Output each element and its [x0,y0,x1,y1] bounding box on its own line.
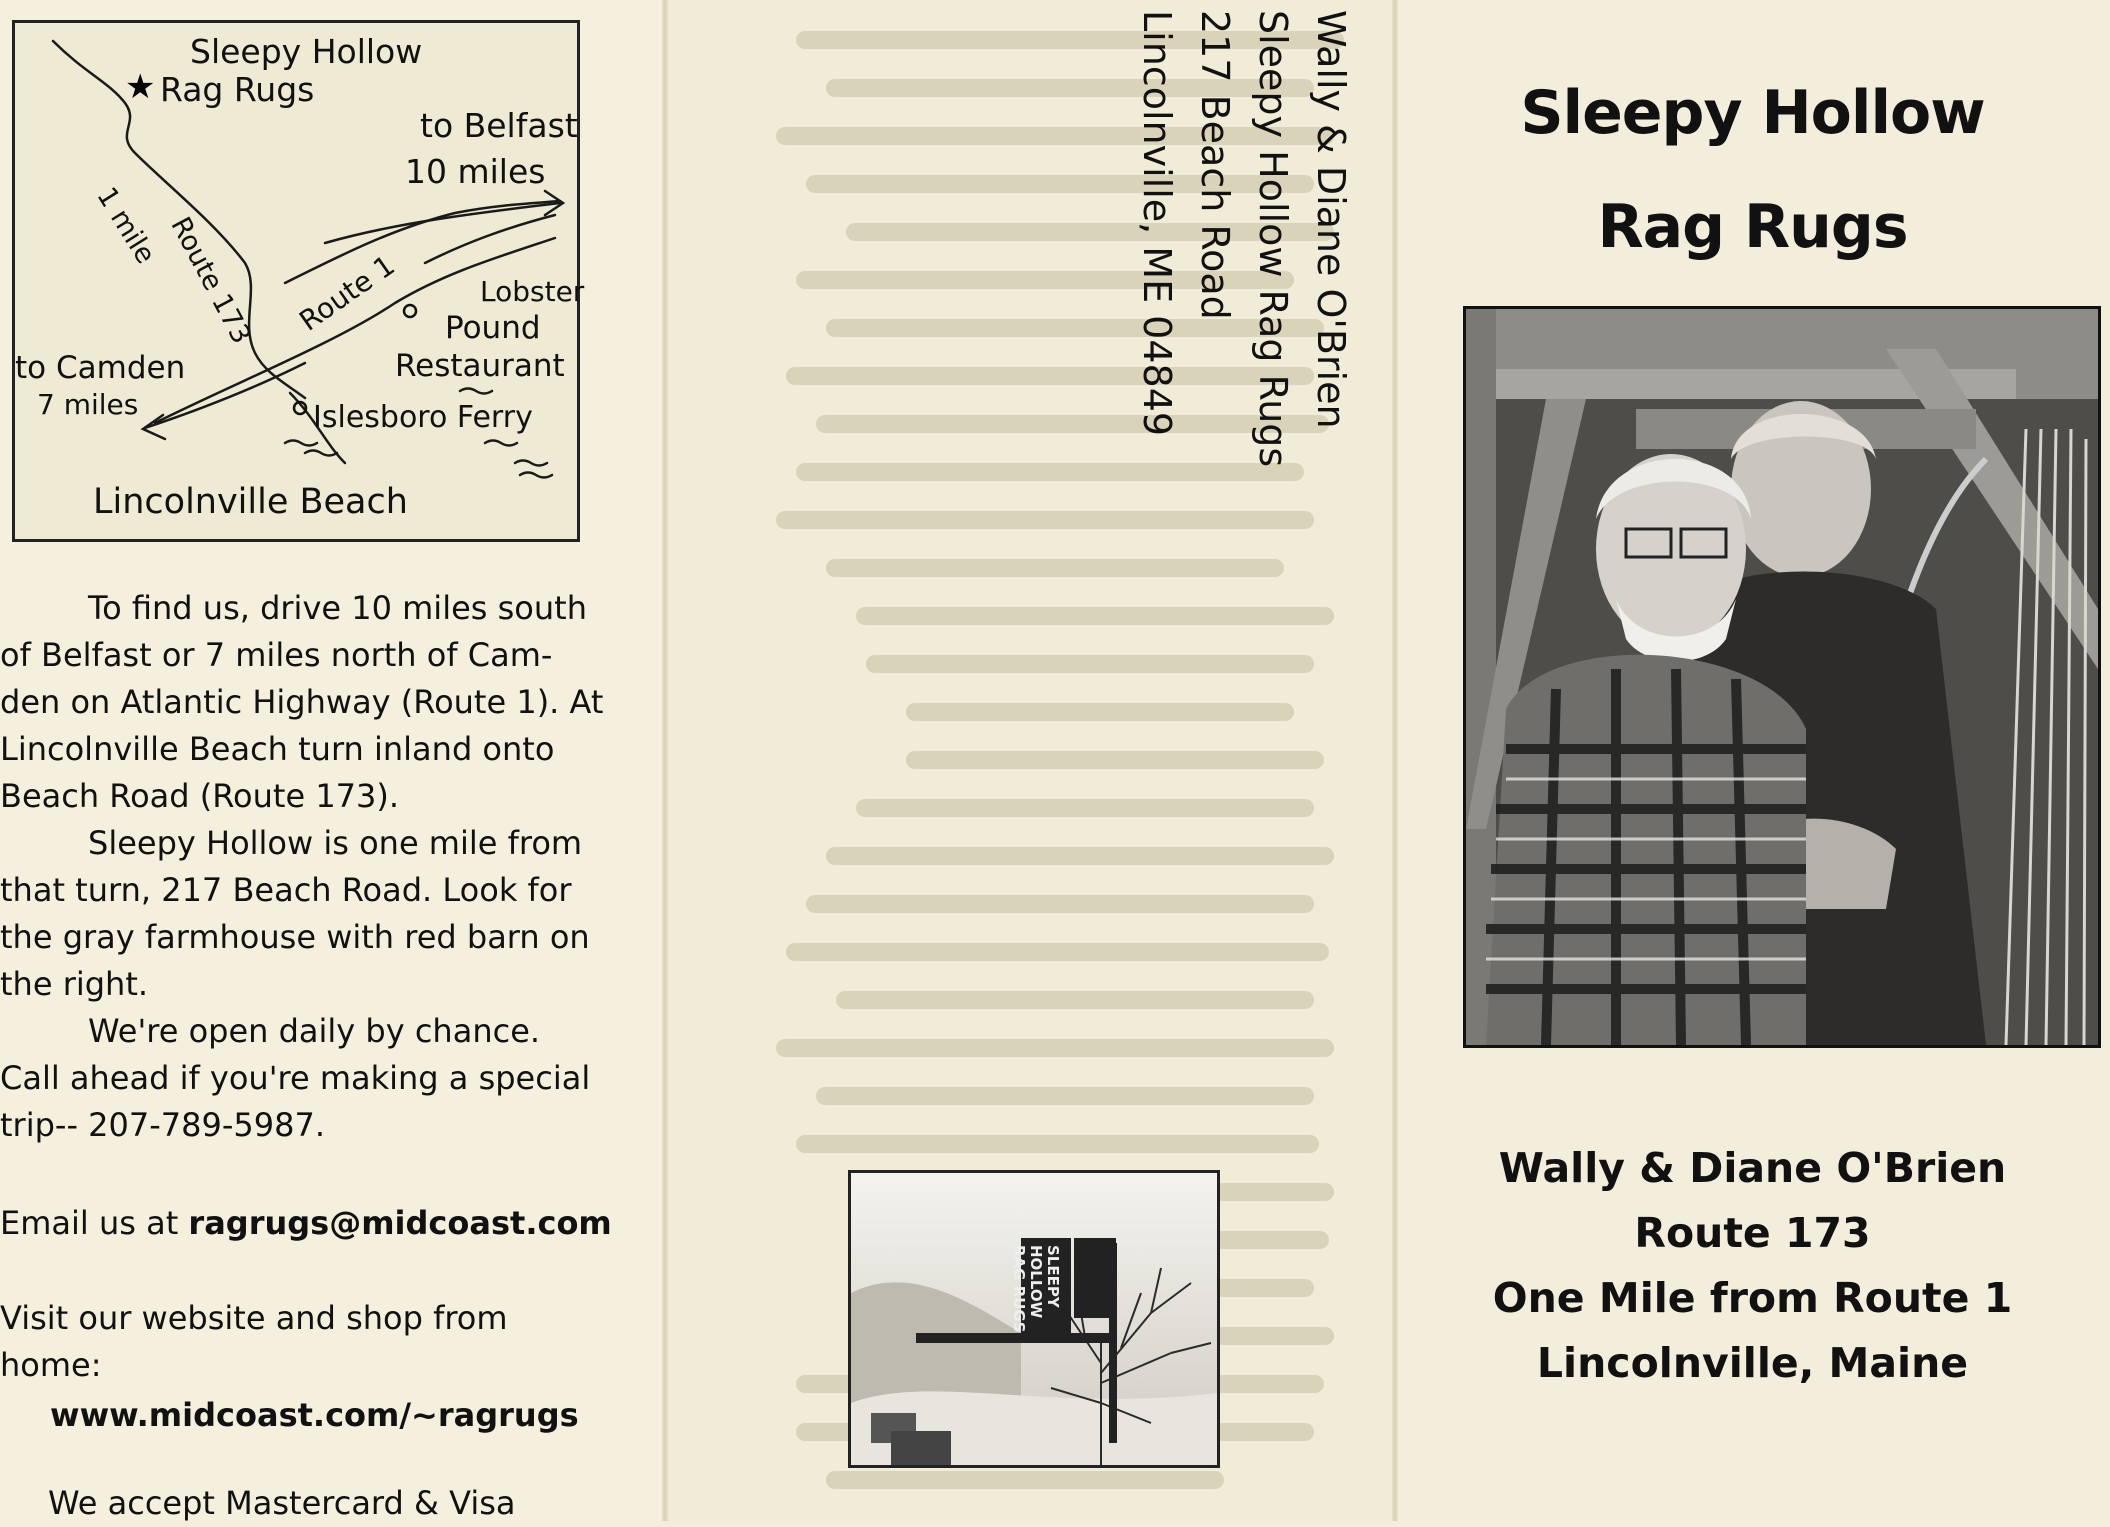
cover-from: One Mile from Route 1 [1492,1274,2013,1322]
directions-line-11: Call ahead if you're making a special [0,1059,591,1097]
website-intro-2: home: [0,1346,102,1384]
map-label-route-1: Route 1 [293,248,401,338]
map-label-lincolnville-beach: Lincolnville Beach [93,482,408,522]
email-line [0,1200,612,1247]
cover-title-2: Rag Rugs [1597,192,1908,262]
directions-line-4: Lincolnville Beach turn inland onto [0,730,555,768]
directions-line-3: den on Atlantic Highway (Route 1). At [0,683,604,721]
directions-line-9: the right. [0,965,149,1003]
map-label-islesboro-ferry: Islesboro Ferry [313,400,533,435]
map-label-sleepy-hollow: Sleepy Hollow [190,32,423,71]
map-label-to-belfast: to Belfast [420,106,578,145]
website-link[interactable]: www.midcoast.com/~ragrugs [50,1396,579,1434]
sign-text: SLEEPY HOLLOW RAG RUGS [1010,1245,1062,1333]
map-label-restaurant: Restaurant [395,348,565,384]
map-label-one-mile: 1 mile [90,181,162,270]
cover-title-1: Sleepy Hollow [1520,78,1985,148]
couple-photo-drawing [1466,309,2098,1045]
map-label-rag-rugs: Rag Rugs [160,70,315,109]
map-label-to-camden: to Camden [15,350,186,386]
cover-route: Route 173 [1634,1209,1871,1257]
email-prefix: Email us at [0,1204,189,1242]
mailing-address [1130,10,1360,570]
cover-town: Lincolnville, Maine [1536,1339,1969,1387]
cards-accepted: We accept Mastercard & Visa [48,1484,516,1522]
hand-drawn-map [12,20,585,542]
map-label-lobster: Lobster [480,275,585,308]
lobster-pound-marker [404,305,416,317]
directions-line-2: of Belfast or 7 miles north of Cam- [0,636,553,674]
email-link[interactable]: ragrugs@midcoast.com [188,1204,612,1242]
address-line-4: Lincolnville, ME 04849 [1135,10,1179,437]
address-line-2: Sleepy Hollow Rag Rugs [1251,10,1295,468]
directions-line-8: the gray farmhouse with red barn on [0,918,590,956]
directions-line-12: trip-- 207-789-5987. [0,1106,326,1144]
directions-line-7: that turn, 217 Beach Road. Look for [0,871,572,909]
map-label-route-173: Route 173 [164,212,257,349]
directions-line-1: To find us, drive 10 miles south [88,589,587,627]
fold-line-left [662,0,668,1521]
directions-line-6: Sleepy Hollow is one mile from [88,824,583,862]
directions-line-5: Beach Road (Route 173). [0,777,400,815]
star-icon: ★ [125,67,156,107]
sign-photo [848,1170,1220,1468]
map-label-ten-miles: 10 miles [405,152,546,191]
map-label-seven-miles: 7 miles [37,388,139,421]
address-line-1: Wally & Diane O'Brien [1309,10,1353,429]
couple-photo [1463,306,2101,1048]
directions-line-10: We're open daily by chance. [88,1012,541,1050]
cover-names: Wally & Diane O'Brien [1498,1144,2007,1192]
map-label-pound: Pound [445,310,541,346]
website-intro-1: Visit our website and shop from [0,1299,508,1337]
address-line-3: 217 Beach Road [1193,10,1237,320]
